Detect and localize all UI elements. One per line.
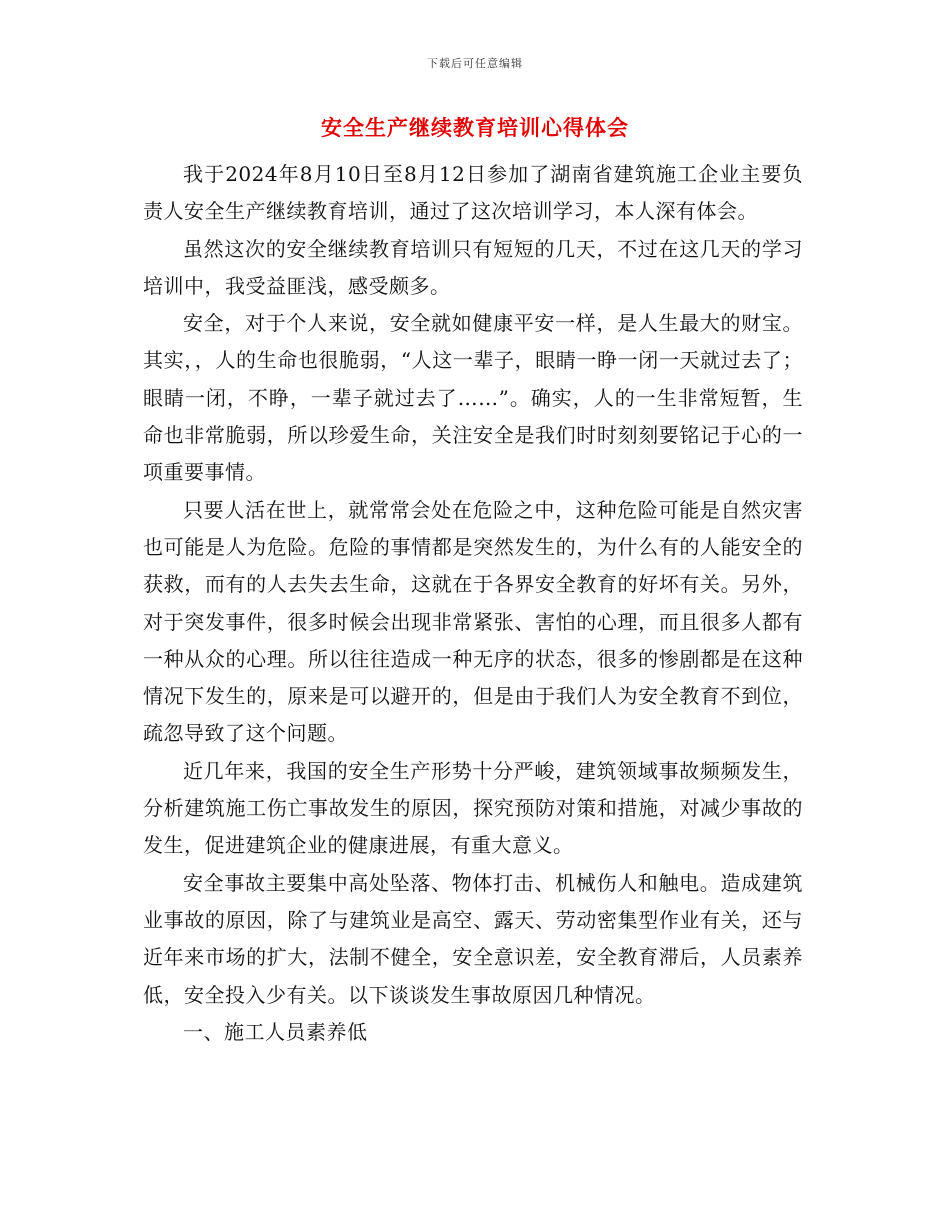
document-title: 安全生产继续教育培训心得体会 (321, 115, 629, 140)
section-heading: 一、施工人员素养低 (183, 1019, 368, 1044)
page-header-note: 下载后可任意编辑 (427, 57, 523, 70)
paragraph: 近几年来，我国的安全生产形势十分严峻，建筑领域事故频频发生，分析建筑施工伤亡事故发生的原因，探究预防对策和措施，对减少事故的发生，促进建筑企业的健康进展，有重大意义。 (143, 758, 803, 858)
paragraph: 我于2024年8月10日至8月12日参加了湖南省建筑施工企业主要负责人安全生产继续教育培训，通过了这次培训学习，本人深有体会。 (143, 162, 803, 224)
paragraph: 只要人活在世上，就常常会处在危险之中，这种危险可能是自然灾害也可能是人为危险。危险的事情都是突然发生的，为什么有的人能安全的获救，而有的人去失去生命，这就在于各界安全教育的好坏有关。另外，对于突发事件，很多时候会出现非常紧张、害怕的心理，而且很多人都有一种从众的心理。所以往往造成一种无序的状态，很多的惨剧都是在这种情况下发生的，原来是可以避开的，但是由于我们人为安全教育不到位，疏忽导致了这个问题。 (143, 497, 803, 746)
paragraph: 安全事故主要集中高处坠落、物体打击、机械伤人和触电。造成建筑业事故的原因，除了与建筑业是高空、露天、劳动密集型作业有关，还与近年来市场的扩大，法制不健全，安全意识差，安全教育滞后，人员素养低，安全投入少有关。以下谈谈发生事故原因几种情况。 (143, 870, 803, 1007)
paragraph: 虽然这次的安全继续教育培训只有短短的几天，不过在这几天的学习培训中，我受益匪浅，感受颇多。 (143, 236, 803, 298)
paragraph: 安全，对于个人来说，安全就如健康平安一样，是人生最大的财宝。其实，，人的生命也很脆弱，“人这一辈子，眼睛一睁一闭一天就过去了；眼睛一闭，不睁，一辈子就过去了……”。确实，人的一生非常短暂，生命也非常脆弱，所以珍爱生命，关注安全是我们时时刻刻要铭记于心的一项重要事情。 (143, 311, 803, 485)
document-body (143, 156, 803, 1051)
